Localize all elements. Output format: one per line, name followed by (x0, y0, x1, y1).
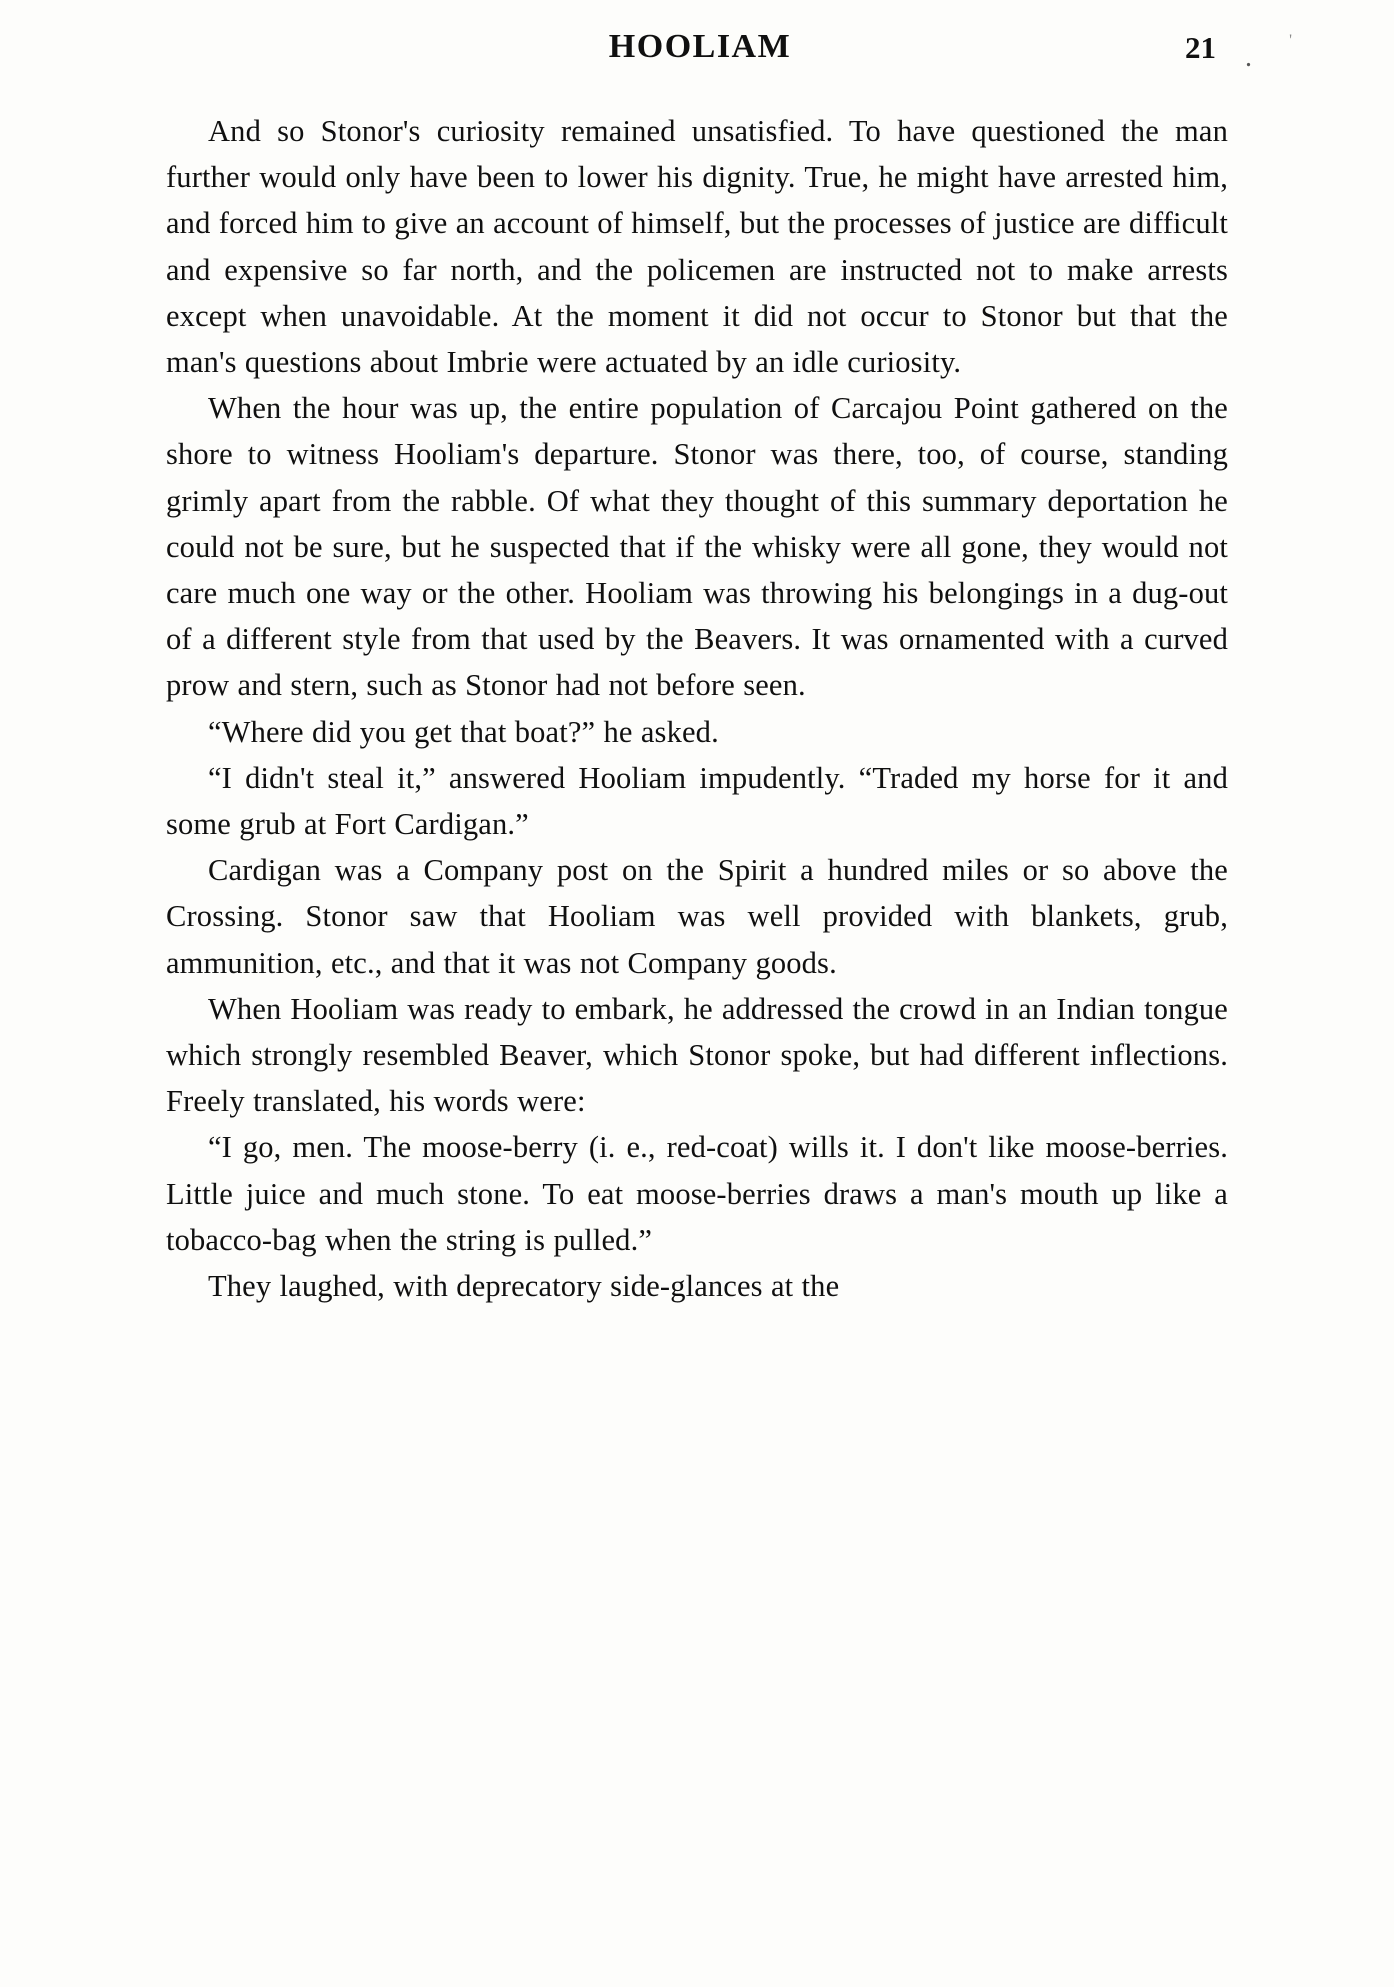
paragraph: And so Stonor's curiosity remained unsatisfied. To have questioned the man further would only have been to lower his dignity. True, he might have arrested him, and forced him to give an account of himself, but the processes of justice are difficult and expensive so far north, and the policemen are instructed not to make arrests except when unavoidable. At the moment it did not occur to Stonor but that the man's questions about Imbrie were actuated by an idle curiosity. (166, 114, 1228, 380)
page-header (170, 28, 1292, 76)
paragraph: When Hooliam was ready to embark, he addressed the crowd in an Indian tongue which strongly resembled Beaver, which Stonor spoke, but had different inflections. Freely translated, his words were: (166, 991, 1228, 1119)
paragraph: “I go, men. The moose-berry (i. e., red-coat) wills it. I don't like moose-berries. Little juice and much stone. To eat moose-berries draws a man's mouth up like a tobacco-bag when the string is pulled.” (166, 1130, 1228, 1257)
paragraph: “Where did you get that boat?” he asked. (208, 714, 719, 749)
body-text (166, 108, 1228, 1309)
paragraph: “I didn't steal it,” answered Hooliam impudently. “Traded my horse for it and some grub at Fort Cardigan.” (166, 760, 1228, 842)
paragraph: Cardigan was a Company post on the Spirit a hundred miles or so above the Crossing. Stonor saw that Hooliam was well provided with blankets, grub, ammunition, etc., and that it was not Company goods. (166, 853, 1228, 980)
running-title: HOOLIAM (608, 28, 792, 65)
paragraph: They laughed, with deprecatory side-glances at the (208, 1269, 840, 1304)
page-number: 21 (1185, 30, 1216, 65)
page-speck: ' (1289, 32, 1292, 49)
paragraph: When the hour was up, the entire population of Carcajou Point gathered on the shore to witness Hooliam's departure. Stonor was there, too, of course, standing grimly apart from the rabble. Of what they thought of this summary deportation he could not be sure, but he suspected that if the whisky were all gone, they would not care much one way or the other. Hooliam was throwing his belongings in a dug-out of a different style from that used by the Beavers. It was ornamented with a curved prow and stern, such as Stonor had not before seen. (166, 391, 1228, 703)
margin-mark: . (1245, 42, 1252, 73)
